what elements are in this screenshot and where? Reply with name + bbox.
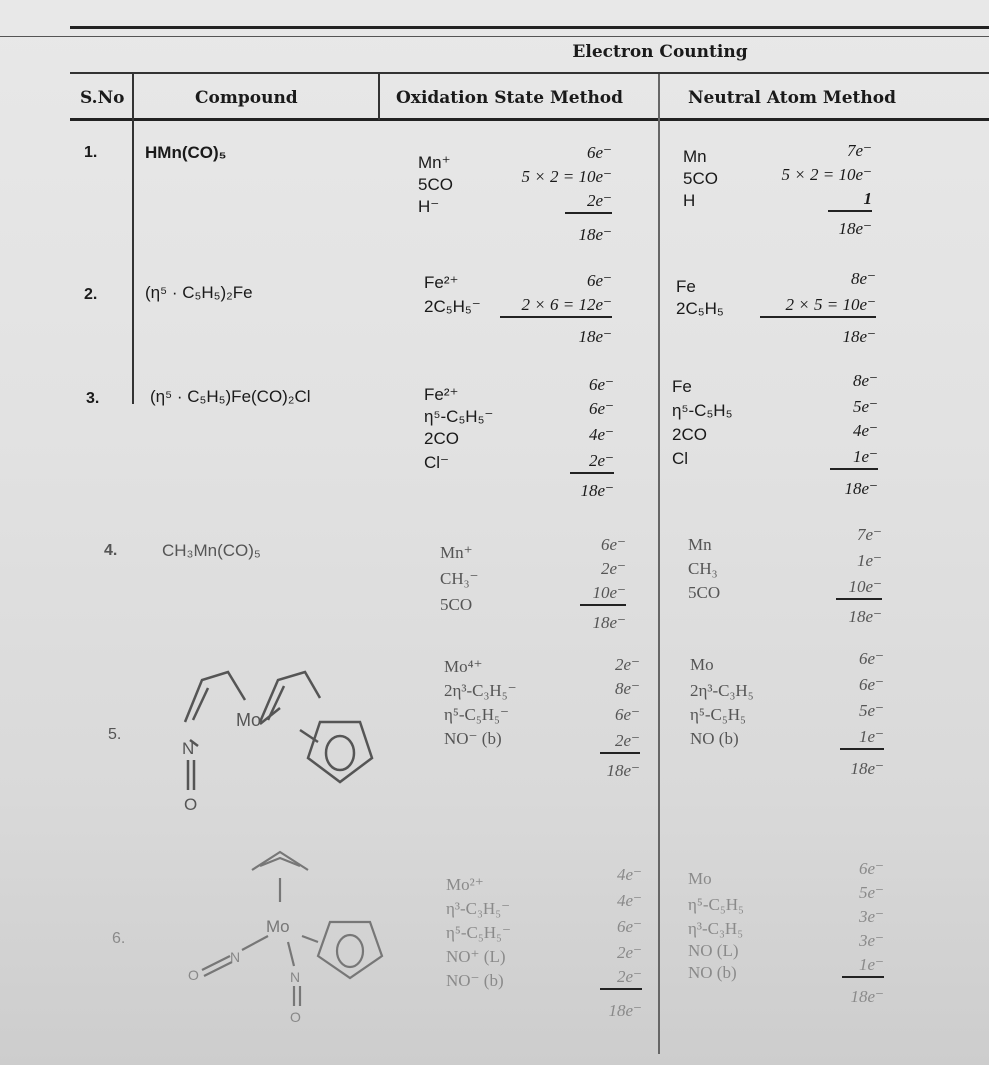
row6-na-value-1: 6e⁻ <box>858 859 884 878</box>
row5-na-value-1: 6e⁻ <box>858 649 884 668</box>
row3-ox-value-2: 6e⁻ <box>588 399 614 418</box>
row5-na-value-2: 6e⁻ <box>858 675 884 694</box>
row6-ox-value-4: 2e⁻ <box>616 943 642 962</box>
row3-ox-value-4: 2e⁻ <box>570 450 614 474</box>
column-rule-sno <box>132 74 134 404</box>
header-compound: Compound <box>195 88 298 108</box>
row6-na-species-4: NO (L) <box>688 941 739 960</box>
row4-ox-total: 18e⁻ <box>592 613 626 632</box>
row5-na-species-2: 2η³-C₃H₅ <box>690 681 754 700</box>
row6-ox-species-3: η⁵-C₅H₅⁻ <box>446 923 511 942</box>
row2-na-value-2: 2 × 5 = 10e⁻ <box>760 294 876 318</box>
row5-structure <box>160 650 380 815</box>
row1-na-species-2: 5CO <box>683 169 718 188</box>
row4-na-value-1: 7e⁻ <box>856 525 882 544</box>
row5-sno: 5. <box>108 726 122 743</box>
row6-ox-species-5: NO⁻ (b) <box>446 971 504 990</box>
row6-na-species-2: η⁵-C₅H₅ <box>688 895 744 914</box>
row1-na-species-3: H <box>683 191 696 210</box>
row5-na-value-4: 1e⁻ <box>840 726 884 750</box>
row3-na-value-3: 4e⁻ <box>852 421 878 440</box>
row2-ox-species-2: 2C₅H₅⁻ <box>424 297 481 316</box>
row1-ox-total: 18e⁻ <box>578 225 612 244</box>
row3-na-species-3: 2CO <box>672 425 707 444</box>
row6-ox-species-4: NO⁺ (L) <box>446 947 506 966</box>
row4-ox-value-1: 6e⁻ <box>600 535 626 554</box>
row5-ox-value-2: 8e⁻ <box>614 679 640 698</box>
row3-sno: 3. <box>86 390 100 407</box>
row6-ox-value-2: 4e⁻ <box>616 891 642 910</box>
row6-ox-value-5: 2e⁻ <box>600 966 642 990</box>
row1-ox-species-3: H⁻ <box>418 197 440 216</box>
row6-na-value-5: 1e⁻ <box>842 954 884 978</box>
row3-ox-value-1: 6e⁻ <box>588 375 614 394</box>
row2-na-value-1: 8e⁻ <box>850 269 876 288</box>
row6-na-species-1: Mo <box>688 869 712 888</box>
row3-ox-species-4: Cl⁻ <box>424 453 450 472</box>
row2-sno: 2. <box>84 286 98 303</box>
row5-ox-value-4: 2e⁻ <box>600 730 640 754</box>
row6-o2-label: O <box>290 1009 301 1025</box>
row6-metal-label: Mo <box>266 917 290 936</box>
row5-ox-species-1: Mo⁴⁺ <box>444 657 483 676</box>
row4-ox-value-2: 2e⁻ <box>600 559 626 578</box>
row5-o-label: O <box>184 795 198 814</box>
row2-na-species-2: 2C₅H₅ <box>676 299 724 318</box>
row1-ox-value-1: 6e⁻ <box>586 143 612 162</box>
row5-ox-total: 18e⁻ <box>606 761 640 780</box>
row3-na-species-4: Cl <box>672 449 689 468</box>
row6-sno: 6. <box>112 930 126 947</box>
header-sno: S.No <box>80 88 125 108</box>
row3-na-value-2: 5e⁻ <box>852 397 878 416</box>
row6-n2-label: N <box>290 969 301 985</box>
row2-ox-species-1: Fe²⁺ <box>424 273 459 292</box>
table-top-rule <box>70 26 989 29</box>
row5-n-label: N <box>182 739 195 758</box>
row3-na-value-1: 8e⁻ <box>852 371 878 390</box>
row5-ox-species-2: 2η³-C₃H₅⁻ <box>444 681 517 700</box>
row6-na-species-3: η³-C₃H₅ <box>688 919 744 938</box>
row5-na-total: 18e⁻ <box>850 759 884 778</box>
row1-ox-value-3: 2e⁻ <box>565 190 612 214</box>
row3-ox-species-1: Fe²⁺ <box>424 385 459 404</box>
row3-ox-species-3: 2CO <box>424 429 459 448</box>
row4-sno: 4. <box>104 542 118 559</box>
group-header: Electron Counting <box>572 42 748 62</box>
row1-ox-species-2: 5CO <box>418 175 453 194</box>
row4-na-value-3: 10e⁻ <box>836 576 882 600</box>
row5-ox-value-3: 6e⁻ <box>614 705 640 724</box>
row1-na-value-2: 5 × 2 = 10e⁻ <box>781 165 872 184</box>
row4-ox-species-1: Mn⁺ <box>440 543 473 562</box>
row1-na-value-1: 7e⁻ <box>846 141 872 160</box>
header-neutral: Neutral Atom Method <box>688 88 896 108</box>
row4-na-value-2: 1e⁻ <box>856 551 882 570</box>
row3-na-value-4: 1e⁻ <box>830 446 878 470</box>
row6-na-species-5: NO (b) <box>688 963 737 982</box>
row4-na-species-3: 5CO <box>688 583 721 602</box>
cyclopentadienyl-ring <box>318 922 382 978</box>
row6-na-value-3: 3e⁻ <box>858 907 884 926</box>
row2-ox-value-1: 6e⁻ <box>586 271 612 290</box>
row4-na-species-1: Mn <box>688 535 712 554</box>
row1-na-total: 18e⁻ <box>838 219 872 238</box>
row5-ox-value-1: 2e⁻ <box>614 655 640 674</box>
row6-o1-label: O <box>188 967 199 983</box>
row1-na-species-1: Mn <box>683 147 707 166</box>
row1-ox-species-1: Mn⁺ <box>418 153 451 172</box>
column-rule-method <box>658 74 660 1054</box>
row2-na-total: 18e⁻ <box>842 327 876 346</box>
row6-structure <box>180 840 400 1030</box>
row3-ox-species-2: η⁵-C₅H₅⁻ <box>424 407 494 426</box>
row3-ox-value-3: 4e⁻ <box>588 425 614 444</box>
row5-na-species-1: Mo <box>690 655 714 674</box>
row6-ox-value-3: 6e⁻ <box>616 917 642 936</box>
cyclopentadienyl-ring <box>308 722 372 782</box>
row5-na-value-3: 5e⁻ <box>858 701 884 720</box>
row6-ox-total: 18e⁻ <box>608 1001 642 1020</box>
row4-na-species-2: CH₃ <box>688 559 718 578</box>
row2-ox-value-2: 2 × 6 = 12e⁻ <box>500 294 612 318</box>
row4-ox-species-3: 5CO <box>440 595 473 614</box>
row6-n1-label: N <box>230 949 241 965</box>
row3-na-species-2: η⁵-C₅H₅ <box>672 401 733 420</box>
table-top-rule-thin <box>0 36 989 37</box>
row3-na-total: 18e⁻ <box>844 479 878 498</box>
row1-na-value-3: 1 <box>828 188 872 212</box>
row4-compound: CH₃Mn(CO)₅ <box>162 541 261 560</box>
header-oxidation: Oxidation State Method <box>396 88 624 108</box>
row6-ox-species-2: η³-C₃H₅⁻ <box>446 899 511 918</box>
row6-ox-species-1: Mo²⁺ <box>446 875 484 894</box>
row4-ox-species-2: CH₃⁻ <box>440 569 479 588</box>
row2-na-species-1: Fe <box>676 277 696 296</box>
row5-ox-species-4: NO⁻ (b) <box>444 729 502 748</box>
row6-na-value-4: 3e⁻ <box>858 931 884 950</box>
header-rule <box>70 72 989 74</box>
row3-compound: (η⁵ · C₅H₅)Fe(CO)₂Cl <box>150 387 311 406</box>
header-bottom-rule <box>70 118 989 121</box>
row2-ox-total: 18e⁻ <box>578 327 612 346</box>
row5-ox-species-3: η⁵-C₅H₅⁻ <box>444 705 509 724</box>
row2-compound: (η⁵ · C₅H₅)₂Fe <box>145 283 253 302</box>
row6-na-value-2: 5e⁻ <box>858 883 884 902</box>
row1-compound: HMn(CO)₅ <box>145 143 227 162</box>
row1-ox-value-2: 5 × 2 = 10e⁻ <box>521 167 612 186</box>
row5-na-species-4: NO (b) <box>690 729 739 748</box>
row5-na-species-3: η⁵-C₅H₅ <box>690 705 746 724</box>
allyl-ligand-top <box>252 852 308 870</box>
row4-na-total: 18e⁻ <box>848 607 882 626</box>
allyl-ligand-right <box>260 672 320 722</box>
row3-ox-total: 18e⁻ <box>580 481 614 500</box>
row3-na-species-1: Fe <box>672 377 692 396</box>
row6-na-total: 18e⁻ <box>850 987 884 1006</box>
row1-sno: 1. <box>84 144 98 161</box>
row4-ox-value-3: 10e⁻ <box>580 582 626 606</box>
column-rule-compound <box>378 74 380 120</box>
row6-ox-value-1: 4e⁻ <box>616 865 642 884</box>
row5-metal-label: Mo <box>236 710 262 730</box>
